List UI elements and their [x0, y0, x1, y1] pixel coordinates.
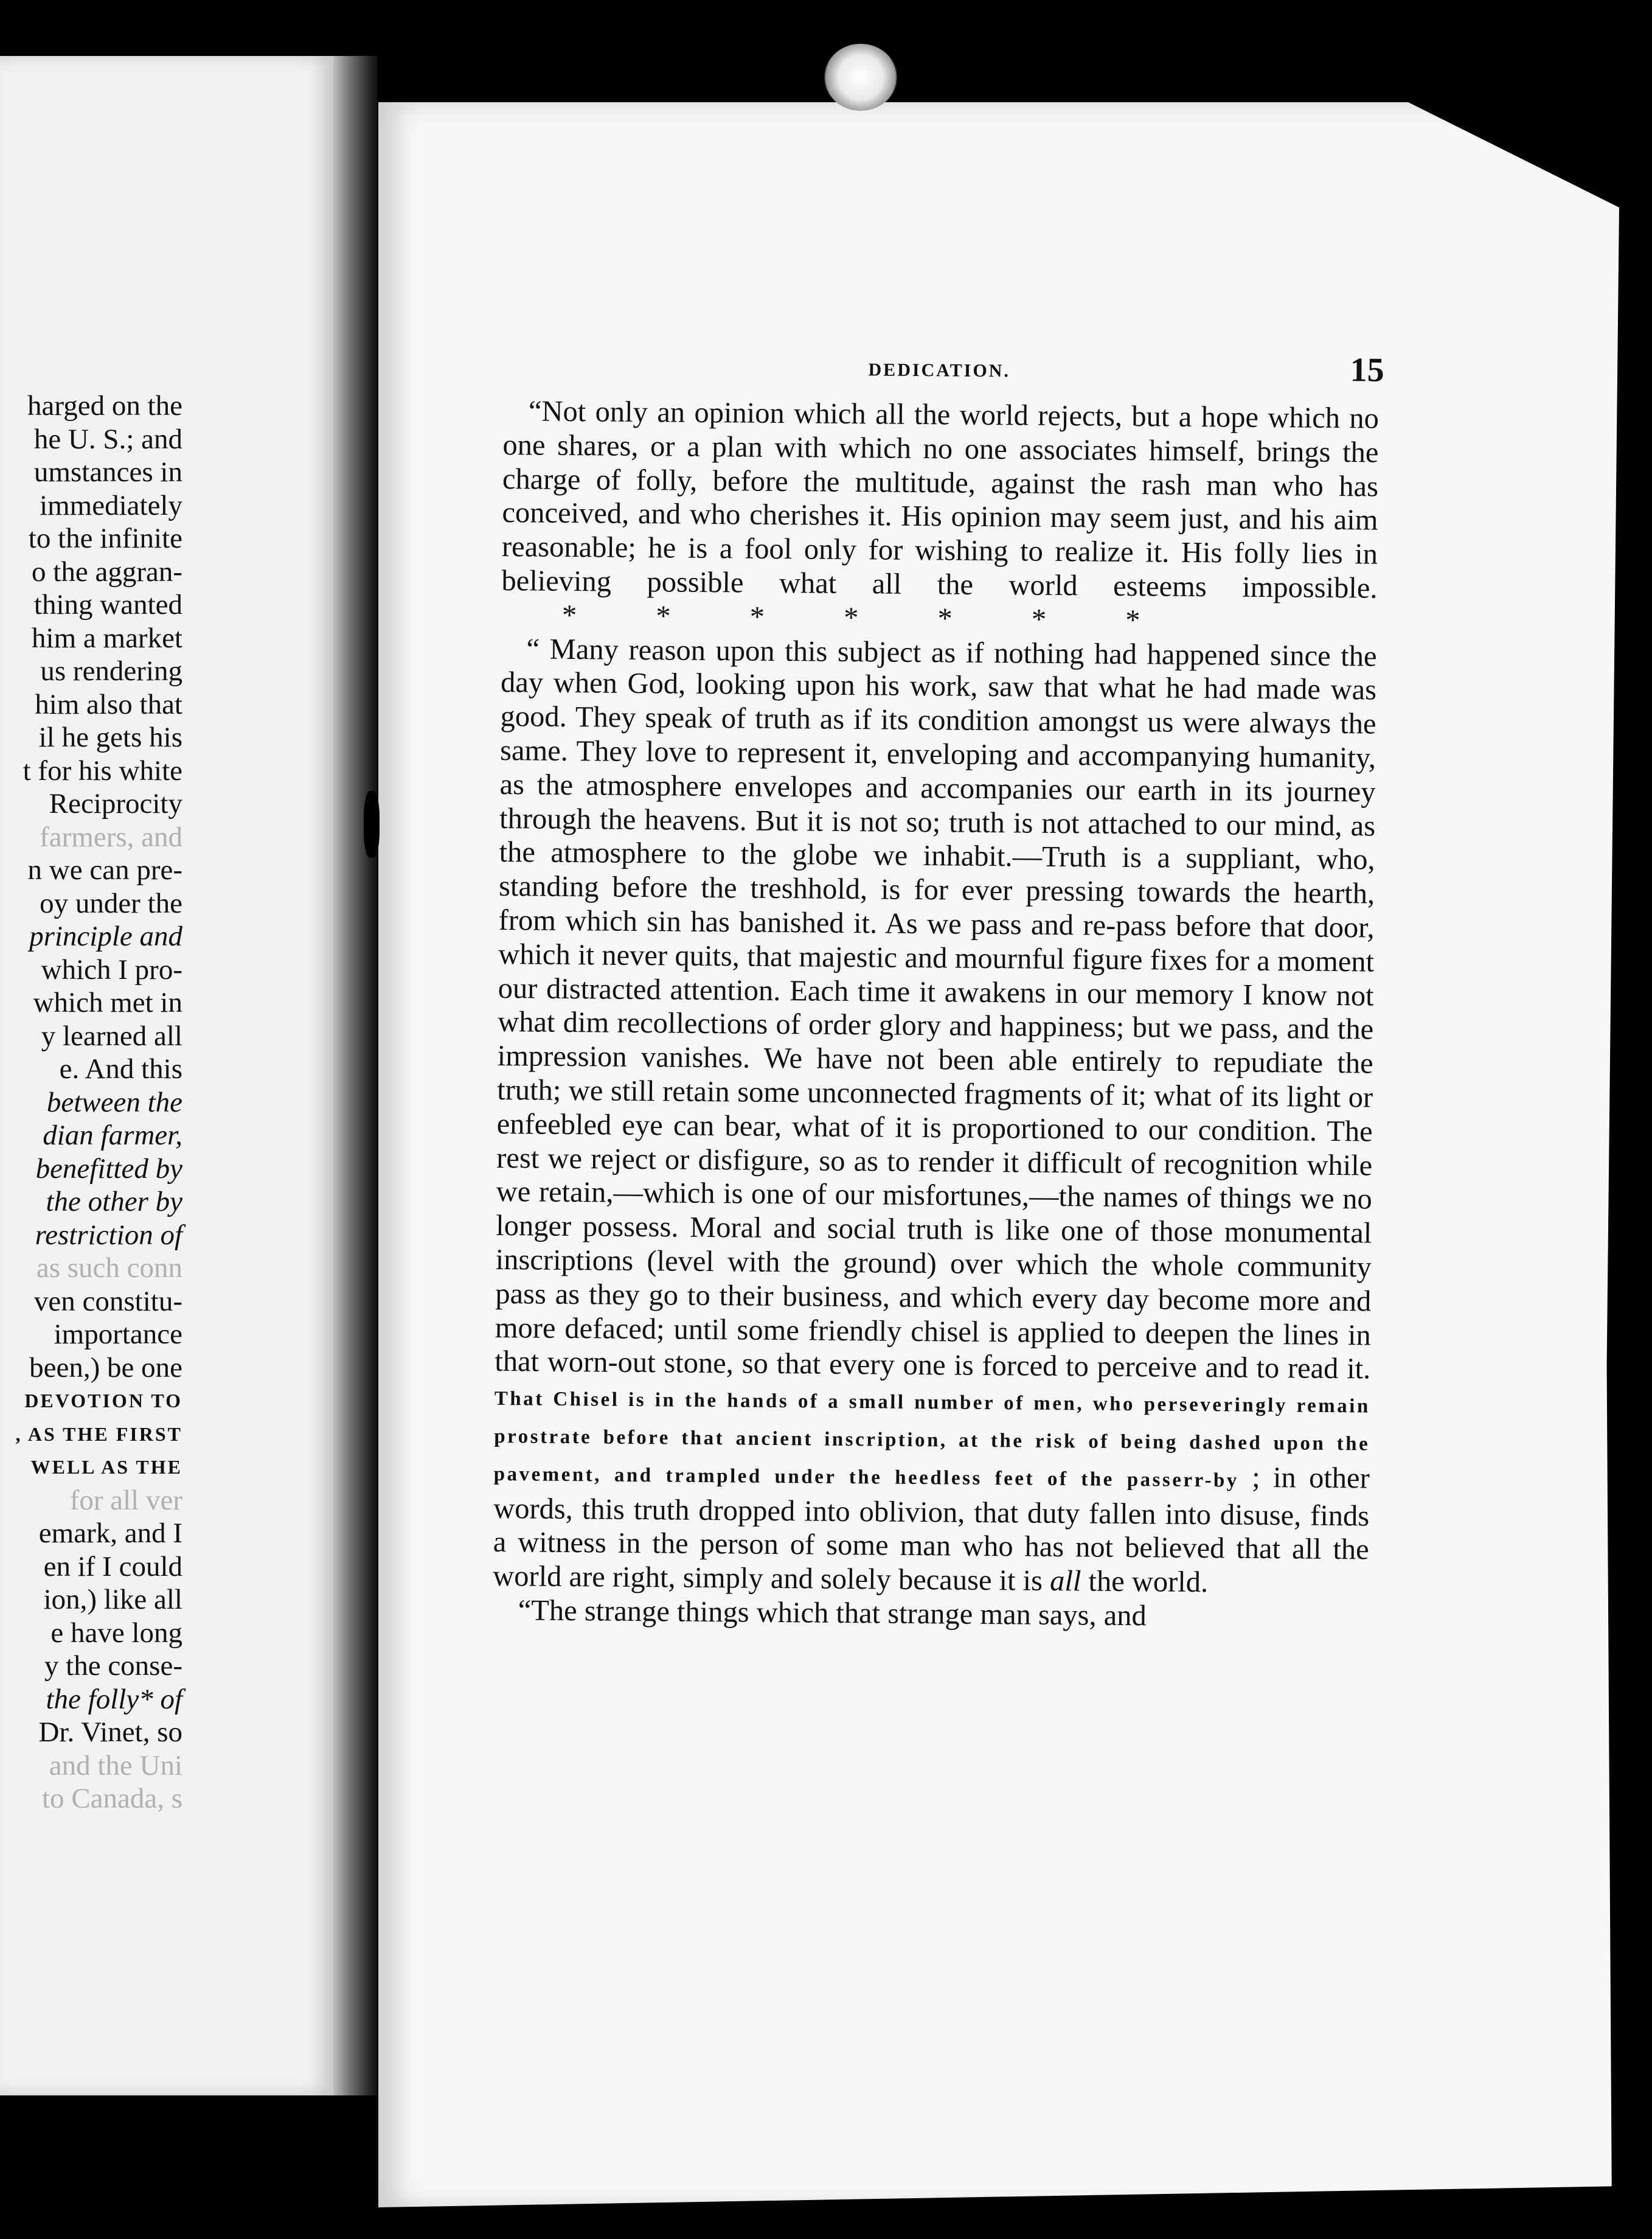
- left-line: he U. S.; and: [33, 423, 182, 455]
- book-gutter-shadow: [333, 56, 377, 2095]
- running-head-title: DEDICATION.: [868, 360, 1011, 381]
- left-line: principle and: [29, 921, 182, 952]
- paragraph-2-continuation: ; in other words, this truth dropped into oblivion, that duty fallen into disuse, finds a witness in the person of some man who has not believed that all the world are right, simply and solely because it is: [493, 1461, 1370, 1597]
- left-line: ion,) like all: [43, 1584, 182, 1615]
- left-line: DEVOTION TO: [24, 1390, 182, 1412]
- left-line: emark, and I: [38, 1517, 182, 1549]
- left-line: which met in: [33, 987, 182, 1019]
- left-line-faded: farmers, and: [40, 821, 182, 853]
- paragraph-1: [501, 394, 1379, 639]
- left-line: umstances in: [33, 456, 182, 488]
- left-line: , AS THE FIRST: [15, 1422, 182, 1445]
- left-page-text: [0, 389, 182, 1816]
- left-line: Reciprocity: [49, 788, 182, 820]
- left-line: which I pro-: [41, 953, 182, 986]
- left-line: been,) be one: [29, 1351, 182, 1384]
- body-text: [493, 394, 1380, 1635]
- left-line: between the: [46, 1086, 182, 1118]
- left-line: him a market: [32, 622, 182, 654]
- paragraph-3-text: “The strange things which that strange man says, and: [518, 1594, 1147, 1632]
- left-line: t for his white: [23, 754, 182, 787]
- left-line: y learned all: [41, 1020, 182, 1052]
- left-line: o the aggran-: [32, 555, 182, 588]
- left-line: ven constitu-: [33, 1285, 182, 1317]
- left-line: the other by: [46, 1186, 182, 1217]
- left-line: en if I could: [43, 1550, 182, 1583]
- page-edge-notch: [364, 791, 380, 858]
- left-line: him also that: [35, 688, 182, 720]
- italic-word: all: [1049, 1565, 1081, 1598]
- left-line-faded: as such conn: [36, 1252, 182, 1284]
- left-line: restriction of: [35, 1219, 182, 1251]
- paragraph-2-end: the world.: [1088, 1565, 1209, 1599]
- left-line: us rendering: [40, 655, 182, 687]
- left-line: e have long: [50, 1617, 182, 1649]
- running-head: [503, 341, 1384, 397]
- left-line: n we can pre-: [27, 854, 182, 886]
- left-line: y the conse-: [44, 1650, 182, 1682]
- left-line-faded: for all ver: [69, 1484, 182, 1516]
- left-line: WELL AS THE: [30, 1456, 182, 1478]
- asterisk-separator: * * * * * * *: [561, 599, 1140, 636]
- left-line: oy under the: [40, 887, 182, 919]
- left-line-faded: and the Uni: [49, 1749, 182, 1781]
- page-number: 15: [1350, 351, 1384, 389]
- left-line: the folly* of: [46, 1683, 182, 1715]
- left-line: harged on the: [27, 390, 182, 422]
- left-line: Dr. Vinet, so: [38, 1716, 182, 1748]
- paragraph-1-text: “Not only an opinion which all the world rejects, but a hope which no one shares, or a plan with which no one associates himself, brings the charge of folly, before the multitude, against the rash man who has conceived, and who cherishes it. His opinion may seem just, and his aim reasonable; he is a fool only for wishing to realize it. His folly lies in believing possible what all the world esteems impossible.: [501, 395, 1380, 605]
- small-caps-passage: That Chisel is in the hands of a small number of men, who perseveringly remain prostrate before that ancient inscription, at the risk of being dashed upon the pavement, and trampled under the heedless feet of the passerr-by: [493, 1388, 1370, 1492]
- paragraph-2: [493, 632, 1377, 1601]
- left-facing-page: [0, 56, 336, 2095]
- paragraph-2-text: “ Many reason upon this subject as if nothing had happened since the day when God, looking upon his work, saw that what he had made was good. They speak of truth as if its condition amongst us were always the same. They love to represent it, enveloping and accompanying humanity, as the atmosphere envelopes and accompanies our earth in its journey through the heavens. But it is not so; truth is not attached to our mind, as the atmosphere to the globe we inhabit.—Truth is a suppliant, who, standing before the treshhold, is for ever pressing towards the hearth, from which sin has banished it. As we pass and re-pass before that door, which it never quits, that majestic and mournful figure fixes for a moment our distracted attention. Each time it awakens in our memory I know not what dim recollections of order glory and happiness; but we pass, and the impression vanishes. We have not been able entirely to repudiate the truth; we still retain some unconnected fragments of it; what of its light or enfeebled eye can bear, what of it is proportioned to our condition. The rest we reject or disfigure, so as to render it difficult of recognition while we retain,—which is one of our misfortunes,—the names of things we no longer possess. Moral and social truth is like one of those monumental inscriptions (level with the ground) over which the whole community pass as they go to their business, and which every day become more and more defaced; until some friendly chisel is applied to deepen the lines in that worn-out stone, so that every one is forced to perceive and to read it.: [495, 632, 1377, 1385]
- right-page-content: [493, 341, 1384, 1635]
- left-line: importance: [54, 1318, 182, 1350]
- left-line: benefitted by: [35, 1152, 182, 1185]
- left-line: immediately: [40, 489, 182, 521]
- left-line-faded: to Canada, s: [41, 1783, 182, 1814]
- left-line: e. And this: [59, 1053, 182, 1085]
- binding-tear-mark: [824, 44, 897, 111]
- left-line: thing wanted: [33, 589, 182, 621]
- left-line: to the infinite: [28, 523, 182, 554]
- left-line: dian farmer,: [43, 1120, 182, 1151]
- left-line: il he gets his: [38, 722, 182, 753]
